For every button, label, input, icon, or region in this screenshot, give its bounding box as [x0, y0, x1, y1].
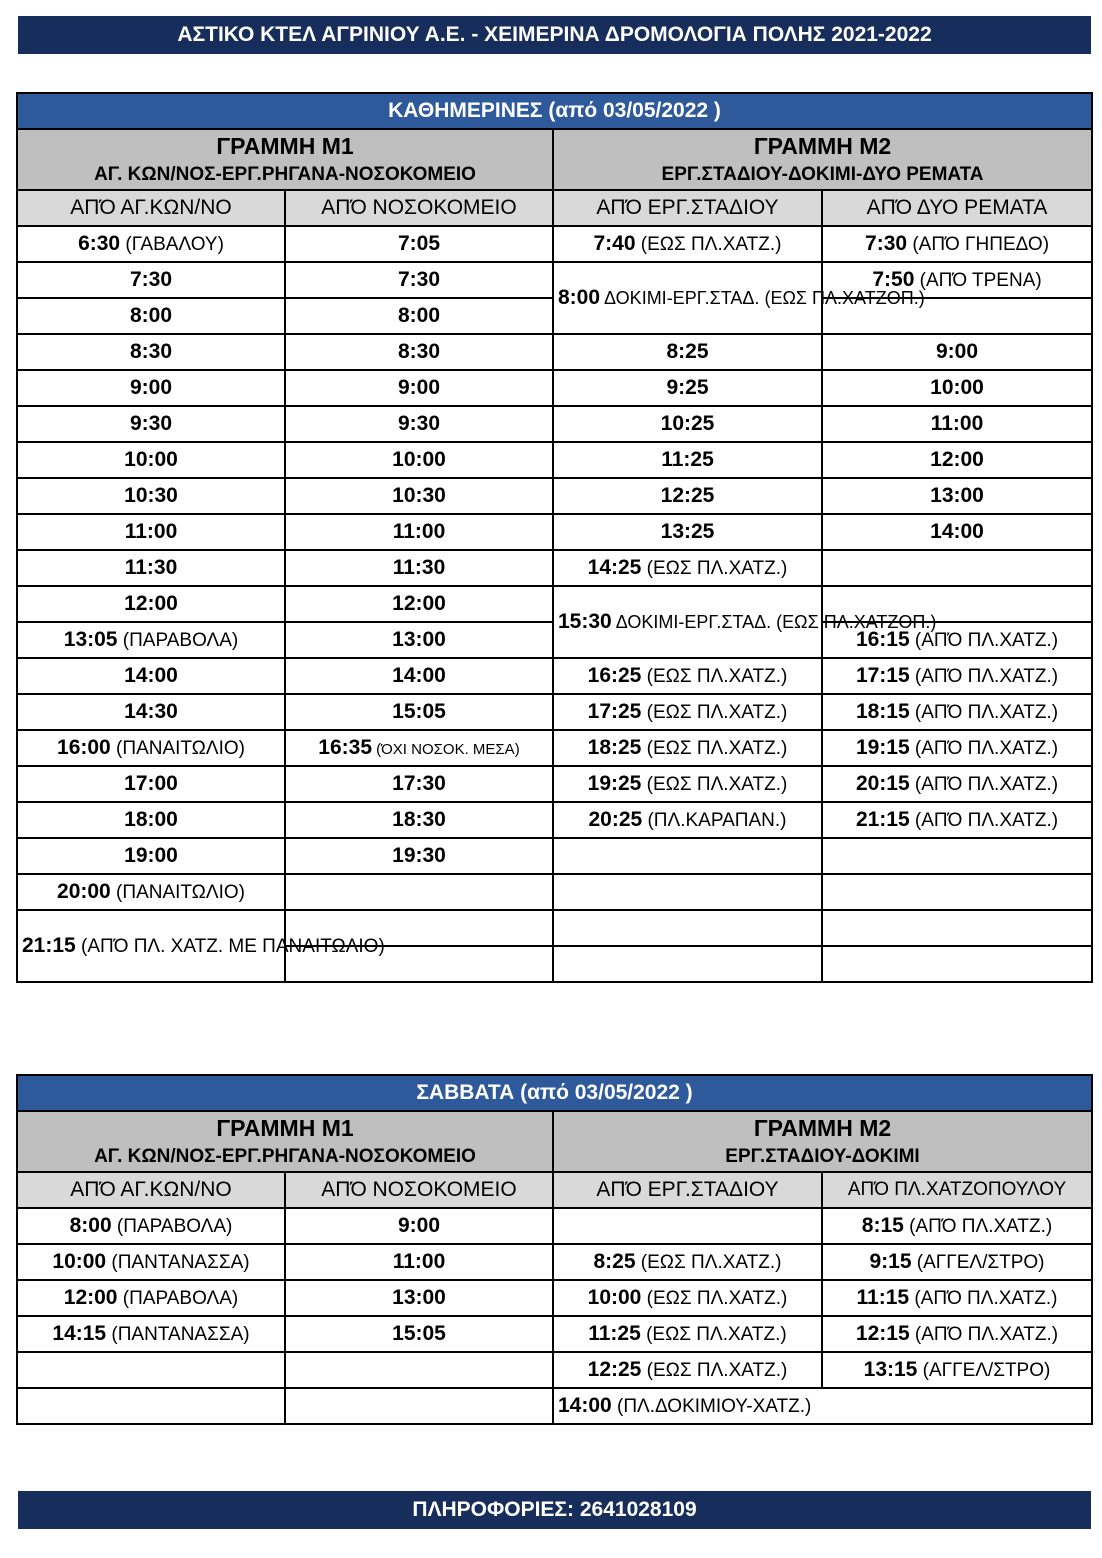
departure-time: 11:25: [661, 447, 714, 471]
schedule-cell: [17, 262, 285, 298]
schedule-cell: [285, 1388, 553, 1424]
line-m1-header: [17, 129, 553, 190]
departure-time: 18:30: [392, 807, 446, 831]
departure-note: ΔΟΚΙΜΙ-ΕΡΓ.ΣΤΑΔ. (ΕΩΣ ΠΛ.ΧΑΤΖΟΠ.): [600, 287, 925, 308]
departure-time: 9:00: [129, 375, 173, 399]
schedule-cell: [553, 406, 822, 442]
departure-time: 7:50: [872, 267, 915, 291]
departure-time: 8:00: [558, 285, 601, 309]
departure-time: 8:00: [129, 303, 173, 327]
table-row: [17, 802, 1092, 838]
departure-time: 17:15: [855, 663, 910, 687]
schedule-cell: [285, 478, 553, 514]
departure-time: 7:40: [593, 231, 636, 255]
departure-note: (ΑΠΌ ΠΛ.ΧΑΤΖ.): [909, 809, 1059, 831]
departure-time: 16:25: [587, 663, 642, 687]
departure-time: 8:00: [69, 1213, 112, 1237]
departure-note: (ΠΑΝΑΙΤΩΛΙΟ): [110, 737, 245, 759]
schedule-cell: [17, 406, 285, 442]
schedule-cell: [285, 406, 553, 442]
info-footer: ΠΛΗΡΟΦΟΡΙΕΣ: 2641028109: [18, 1491, 1091, 1529]
schedule-cell: [17, 1244, 285, 1280]
schedule-cell: [285, 1244, 553, 1280]
departure-note: ΔΟΚΙΜΙ-ΕΡΓ.ΣΤΑΔ. (ΕΩΣ ΠΛ.ΧΑΤΖΟΠ.): [611, 611, 937, 632]
departure-time: 20:25: [588, 807, 643, 831]
schedule-cell: [285, 874, 553, 910]
departure-time: 8:15: [861, 1213, 904, 1237]
table-row: [17, 514, 1092, 550]
schedule-cell: [17, 334, 285, 370]
page-title: ΑΣΤΙΚΟ ΚΤΕΛ ΑΓΡΙΝΙΟΥ Α.Ε. - ΧΕΙΜΕΡΙΝΑ ΔΡΟΜΟΛΟΓΙΑ ΠΟΛΗΣ 2021-2022: [18, 16, 1091, 54]
schedule-cell: [17, 1352, 285, 1388]
line-m1-route: ΑΓ. ΚΩΝ/ΝΟΣ-ΕΡΓ.ΡΗΓΑΝΑ-ΝΟΣΟΚΟΜΕΙΟ: [94, 164, 476, 186]
table-row: [17, 838, 1092, 874]
weekday-schedule-table: [16, 92, 1093, 983]
schedule-cell: [822, 370, 1092, 406]
schedule-cell: [17, 658, 285, 694]
schedule-cell: [17, 442, 285, 478]
departure-time: 8:30: [397, 339, 441, 363]
line-m2-route: ΕΡΓ.ΣΤΑΔΙΟΥ-ΔΟΚΙΜΙ-ΔΥΟ ΡΕΜΑΤΑ: [661, 164, 984, 186]
schedule-cell: [553, 370, 822, 406]
departure-time: 11:25: [588, 1321, 641, 1345]
departure-time: 19:30: [392, 843, 446, 867]
departure-note: (ΕΩΣ ΠΛ.ΧΑΤΖ.): [641, 773, 788, 795]
line-m1-route: ΑΓ. ΚΩΝ/ΝΟΣ-ΕΡΓ.ΡΗΓΑΝΑ-ΝΟΣΟΚΟΜΕΙΟ: [94, 1146, 476, 1168]
departure-time: 19:15: [855, 735, 910, 759]
schedule-cell: [285, 334, 553, 370]
departure-time: 10:00: [392, 447, 446, 471]
departure-note: (ΑΠΌ ΓΗΠΕΔΟ): [907, 233, 1050, 255]
table-row: [17, 1280, 1092, 1316]
table-row: [17, 586, 1092, 622]
departure-note: (ΌΧΙ ΝΟΣΟΚ. ΜΕΣΑ): [372, 740, 520, 758]
departure-time: 16:35: [318, 735, 373, 759]
schedule-cell: [822, 946, 1092, 982]
schedule-cell: [17, 226, 285, 262]
line-m2-name: ΓΡΑΜΜΗ Μ2: [753, 133, 892, 159]
column-header: ΑΠΌ ΑΓ.ΚΩΝ/ΝΟ: [17, 190, 285, 226]
departure-time: 11:00: [930, 411, 984, 435]
schedule-cell: [553, 802, 822, 838]
table-row: [17, 550, 1092, 586]
column-header: ΑΠΌ ΠΛ.ΧΑΤΖΟΠΟΥΛΟΥ: [822, 1172, 1092, 1208]
schedule-cell: [822, 874, 1092, 910]
schedule-cell: [553, 766, 822, 802]
departure-time: 13:00: [392, 1285, 446, 1309]
schedule-cell: [553, 442, 822, 478]
departure-note: (ΠΑΝΤΑΝΑΣΣΑ): [106, 1323, 250, 1345]
departure-note: (ΑΠΌ ΠΛ.ΧΑΤΖ.): [909, 1323, 1059, 1345]
departure-time: 19:25: [587, 771, 642, 795]
departure-note: (ΕΩΣ ΠΛ.ΧΑΤΖ.): [641, 1359, 788, 1381]
departure-time: 12:00: [392, 591, 446, 615]
departure-time: 12:15: [855, 1321, 910, 1345]
table-row: [17, 226, 1092, 262]
departure-time: 11:30: [124, 555, 178, 579]
departure-time: 13:25: [660, 519, 715, 543]
departure-note: (ΑΠΌ ΠΛ.ΧΑΤΖ.): [909, 773, 1059, 795]
departure-note: (ΕΩΣ ΠΛ.ΧΑΤΖ.): [635, 1251, 782, 1273]
departure-time: 9:00: [397, 375, 441, 399]
schedule-cell: [285, 658, 553, 694]
departure-time: 8:00: [397, 303, 441, 327]
schedule-cell: [17, 802, 285, 838]
departure-time: 7:30: [397, 267, 441, 291]
schedule-cell: [17, 1388, 285, 1424]
departure-time: 10:25: [660, 411, 715, 435]
departure-note: (ΠΛ.ΚΑΡΑΠΑΝ.): [642, 809, 787, 831]
schedule-cell: [17, 874, 285, 910]
departure-note: (ΑΠΌ ΠΛ.ΧΑΤΖ.): [903, 1215, 1053, 1237]
departure-time: 10:00: [52, 1249, 107, 1273]
schedule-cell: [553, 1244, 822, 1280]
schedule-cell: [285, 262, 553, 298]
departure-note: (ΠΑΝΑΙΤΩΛΙΟ): [110, 881, 245, 903]
departure-note: (ΠΛ.ΔΟΚΙΜΙΟΥ-ΧΑΤΖ.): [611, 1395, 812, 1417]
departure-time: 18:00: [124, 807, 178, 831]
departure-note: (ΠΑΝΤΑΝΑΣΣΑ): [106, 1251, 250, 1273]
departure-time: 21:15: [22, 933, 76, 957]
table-row: [17, 766, 1092, 802]
schedule-cell: [822, 334, 1092, 370]
schedule-cell: [553, 1352, 822, 1388]
column-header: ΑΠΌ ΔΥΟ ΡΕΜΑΤΑ: [822, 190, 1092, 226]
departure-note: (ΑΠΌ ΠΛ. ΧΑΤΖ. ΜΕ ΠΑΝΑΙΤΩΛΙΟ): [75, 935, 385, 957]
schedule-cell: [822, 838, 1092, 874]
table-row: [17, 1244, 1092, 1280]
departure-time: 8:30: [129, 339, 173, 363]
departure-time: 14:30: [124, 699, 178, 723]
departure-time: 15:30: [558, 609, 612, 633]
schedule-cell: [285, 226, 553, 262]
schedule-cell: [553, 334, 822, 370]
column-header: ΑΠΌ ΑΓ.ΚΩΝ/ΝΟ: [17, 1172, 285, 1208]
line-m2-name: ΓΡΑΜΜΗ Μ2: [753, 1115, 892, 1141]
departure-time: 8:25: [666, 339, 709, 363]
table-row: [17, 1388, 1092, 1424]
schedule-cell: [17, 694, 285, 730]
schedule-cell: [285, 370, 553, 406]
table-row: [17, 910, 1092, 946]
departure-time: 16:00: [57, 735, 111, 759]
schedule-cell: [285, 802, 553, 838]
departure-note: (ΑΠΌ ΠΛ.ΧΑΤΖ.): [909, 701, 1059, 723]
departure-time: 11:00: [124, 519, 178, 543]
departure-time: 10:30: [124, 483, 178, 507]
departure-time: 9:30: [129, 411, 173, 435]
departure-note: (ΕΩΣ ΠΛ.ΧΑΤΖ.): [641, 737, 788, 759]
departure-time: 12:25: [660, 483, 715, 507]
schedule-cell: [17, 1280, 285, 1316]
schedule-cell: [553, 1316, 822, 1352]
departure-note: (ΑΠΌ ΠΛ.ΧΑΤΖ.): [909, 629, 1059, 651]
schedule-cell: [285, 550, 553, 586]
table-row: [17, 1208, 1092, 1244]
table-row: [17, 730, 1092, 766]
schedule-cell: [822, 658, 1092, 694]
line-m2-header: [553, 129, 1092, 190]
schedule-cell: [285, 838, 553, 874]
schedule-cell: [17, 730, 285, 766]
departure-time: 11:00: [392, 1249, 446, 1273]
departure-note: (ΑΠΌ ΠΛ.ΧΑΤΖ.): [909, 1287, 1058, 1309]
table-row: [17, 694, 1092, 730]
departure-time: 9:00: [397, 1213, 441, 1237]
schedule-cell: [17, 298, 285, 334]
departure-time: 10:00: [124, 447, 178, 471]
departure-time: 18:25: [587, 735, 642, 759]
schedule-cell: [822, 766, 1092, 802]
saturday-schedule-table: [16, 1074, 1093, 1425]
departure-note: (ΑΠΌ ΤΡΕΝΑ): [914, 269, 1042, 291]
departure-note: (ΕΩΣ ΠΛ.ΧΑΤΖ.): [641, 701, 788, 723]
schedule-cell: [17, 622, 285, 658]
departure-time: 12:00: [124, 591, 178, 615]
schedule-cell: [285, 1352, 553, 1388]
schedule-cell: [822, 442, 1092, 478]
departure-time: 14:15: [52, 1321, 107, 1345]
departure-note: (ΑΓΓΕΛ/ΣΤΡΟ): [911, 1251, 1045, 1273]
schedule-cell: [17, 550, 285, 586]
column-header: ΑΠΌ ΕΡΓ.ΣΤΑΔΙΟΥ: [553, 1172, 822, 1208]
column-header: ΑΠΌ ΕΡΓ.ΣΤΑΔΙΟΥ: [553, 190, 822, 226]
departure-time: 9:15: [869, 1249, 912, 1273]
departure-time: 7:30: [865, 231, 908, 255]
schedule-cell: [17, 1316, 285, 1352]
departure-time: 17:25: [587, 699, 642, 723]
departure-time: 13:00: [930, 483, 984, 507]
departure-note: (ΕΩΣ ΠΛ.ΧΑΤΖ.): [641, 1287, 788, 1309]
schedule-cell: [17, 514, 285, 550]
table-row: [17, 442, 1092, 478]
schedule-cell: [553, 1388, 1092, 1424]
departure-time: 14:00: [930, 519, 984, 543]
schedule-cell: [553, 694, 822, 730]
schedule-cell: [822, 514, 1092, 550]
schedule-cell: [553, 730, 822, 766]
table-row: [17, 262, 1092, 298]
schedule-cell: [553, 1208, 822, 1244]
schedule-cell: [822, 478, 1092, 514]
line-m1-name: ΓΡΑΜΜΗ Μ1: [216, 1115, 354, 1141]
schedule-cell: [285, 766, 553, 802]
departure-time: 10:00: [587, 1285, 642, 1309]
table-row: [17, 370, 1092, 406]
schedule-cell: [285, 1280, 553, 1316]
schedule-cell: [285, 298, 553, 334]
schedule-cell: [822, 1244, 1092, 1280]
departure-note: (ΕΩΣ ΠΛ.ΧΑΤΖ.): [640, 1323, 787, 1345]
departure-time: 17:30: [392, 771, 446, 795]
schedule-cell: [553, 478, 822, 514]
schedule-cell: [822, 1352, 1092, 1388]
departure-time: 11:15: [856, 1285, 910, 1309]
departure-time: 12:00: [930, 447, 984, 471]
departure-time: 13:15: [863, 1357, 918, 1381]
departure-time: 17:00: [124, 771, 178, 795]
table-row: [17, 406, 1092, 442]
schedule-cell: [822, 802, 1092, 838]
departure-time: 7:30: [129, 267, 173, 291]
schedule-cell: [17, 1208, 285, 1244]
schedule-cell: [285, 442, 553, 478]
departure-time: 12:00: [63, 1285, 118, 1309]
departure-note: (ΓΑΒΑΛΟΥ): [120, 233, 224, 255]
departure-note: (ΠΑΡΑΒΟΛΑ): [117, 629, 239, 651]
schedule-cell: [822, 550, 1092, 586]
schedule-cell: [17, 370, 285, 406]
departure-time: 10:00: [930, 375, 984, 399]
schedule-cell: [285, 1316, 553, 1352]
departure-time: 11:30: [392, 555, 446, 579]
schedule-cell: [17, 766, 285, 802]
schedule-cell: [822, 1280, 1092, 1316]
weekday-section-title: ΚΑΘΗΜΕΡΙΝΕΣ (από 03/05/2022 ): [17, 93, 1092, 129]
departure-note: (ΑΠΌ ΠΛ.ΧΑΤΖ.): [909, 737, 1059, 759]
departure-note: (ΕΩΣ ΠΛ.ΧΑΤΖ.): [635, 233, 782, 255]
schedule-cell: [822, 406, 1092, 442]
table-row: [17, 874, 1092, 910]
departure-time: 10:30: [392, 483, 446, 507]
schedule-cell: [285, 730, 553, 766]
schedule-cell: [822, 226, 1092, 262]
table-row: [17, 658, 1092, 694]
schedule-cell: [553, 838, 822, 874]
departure-time: 15:05: [392, 1321, 446, 1345]
departure-time: 15:05: [392, 699, 446, 723]
table-row: [17, 1316, 1092, 1352]
schedule-cell: [285, 694, 553, 730]
departure-time: 13:05: [63, 627, 118, 651]
departure-time: 20:15: [855, 771, 910, 795]
departure-time: 14:00: [558, 1393, 612, 1417]
departure-time: 20:00: [57, 879, 111, 903]
schedule-cell: [285, 586, 553, 622]
schedule-cell: [285, 622, 553, 658]
schedule-cell: [822, 730, 1092, 766]
schedule-cell: [822, 910, 1092, 946]
departure-time: 9:25: [666, 375, 709, 399]
column-header: ΑΠΌ ΝΟΣΟΚΟΜΕΙΟ: [285, 190, 553, 226]
schedule-cell: [553, 550, 822, 586]
departure-time: 9:30: [397, 411, 441, 435]
schedule-cell: [822, 1316, 1092, 1352]
table-row: [17, 1352, 1092, 1388]
departure-note: (ΕΩΣ ΠΛ.ΧΑΤΖ.): [641, 557, 788, 579]
departure-time: 16:15: [855, 627, 910, 651]
schedule-cell: [822, 694, 1092, 730]
departure-time: 13:00: [392, 627, 446, 651]
line-m1-name: ΓΡΑΜΜΗ Μ1: [216, 133, 354, 159]
departure-time: 19:00: [124, 843, 178, 867]
departure-time: 14:00: [392, 663, 446, 687]
departure-time: 6:30: [78, 231, 121, 255]
schedule-cell: [17, 478, 285, 514]
schedule-cell: [553, 946, 822, 982]
schedule-cell: [553, 226, 822, 262]
departure-time: 7:05: [397, 231, 441, 255]
departure-note: (ΕΩΣ ΠΛ.ΧΑΤΖ.): [641, 665, 788, 687]
line-m2-route: ΕΡΓ.ΣΤΑΔΙΟΥ-ΔΟΚΙΜΙ: [725, 1146, 920, 1168]
table-row: [17, 478, 1092, 514]
schedule-cell: [822, 1208, 1092, 1244]
line-m1-header: [17, 1111, 553, 1172]
schedule-cell: [553, 874, 822, 910]
schedule-cell: [553, 910, 822, 946]
schedule-cell: [17, 838, 285, 874]
departure-note: (ΑΠΌ ΠΛ.ΧΑΤΖ.): [909, 665, 1059, 687]
departure-time: 14:25: [587, 555, 642, 579]
schedule-cell: [822, 622, 1092, 658]
column-header: ΑΠΌ ΝΟΣΟΚΟΜΕΙΟ: [285, 1172, 553, 1208]
saturday-section-title: ΣΑΒΒΑΤΑ (από 03/05/2022 ): [17, 1075, 1092, 1111]
table-row: [17, 334, 1092, 370]
schedule-cell: [17, 910, 385, 982]
departure-time: 18:15: [855, 699, 910, 723]
departure-time: 12:25: [587, 1357, 642, 1381]
departure-note: (ΠΑΡΑΒΟΛΑ): [117, 1287, 239, 1309]
departure-note: (ΑΓΓΕΛ/ΣΤΡΟ): [917, 1359, 1051, 1381]
schedule-cell: [285, 514, 553, 550]
departure-time: 21:15: [855, 807, 910, 831]
schedule-cell: [285, 1208, 553, 1244]
schedule-cell: [553, 514, 822, 550]
schedule-cell: [17, 586, 285, 622]
schedule-cell: [553, 1280, 822, 1316]
departure-time: 9:00: [936, 339, 979, 363]
line-m2-header: [553, 1111, 1092, 1172]
departure-time: 14:00: [124, 663, 178, 687]
departure-time: 8:25: [593, 1249, 636, 1273]
departure-time: 11:00: [392, 519, 446, 543]
schedule-cell: [553, 658, 822, 694]
departure-note: (ΠΑΡΑΒΟΛΑ): [111, 1215, 233, 1237]
